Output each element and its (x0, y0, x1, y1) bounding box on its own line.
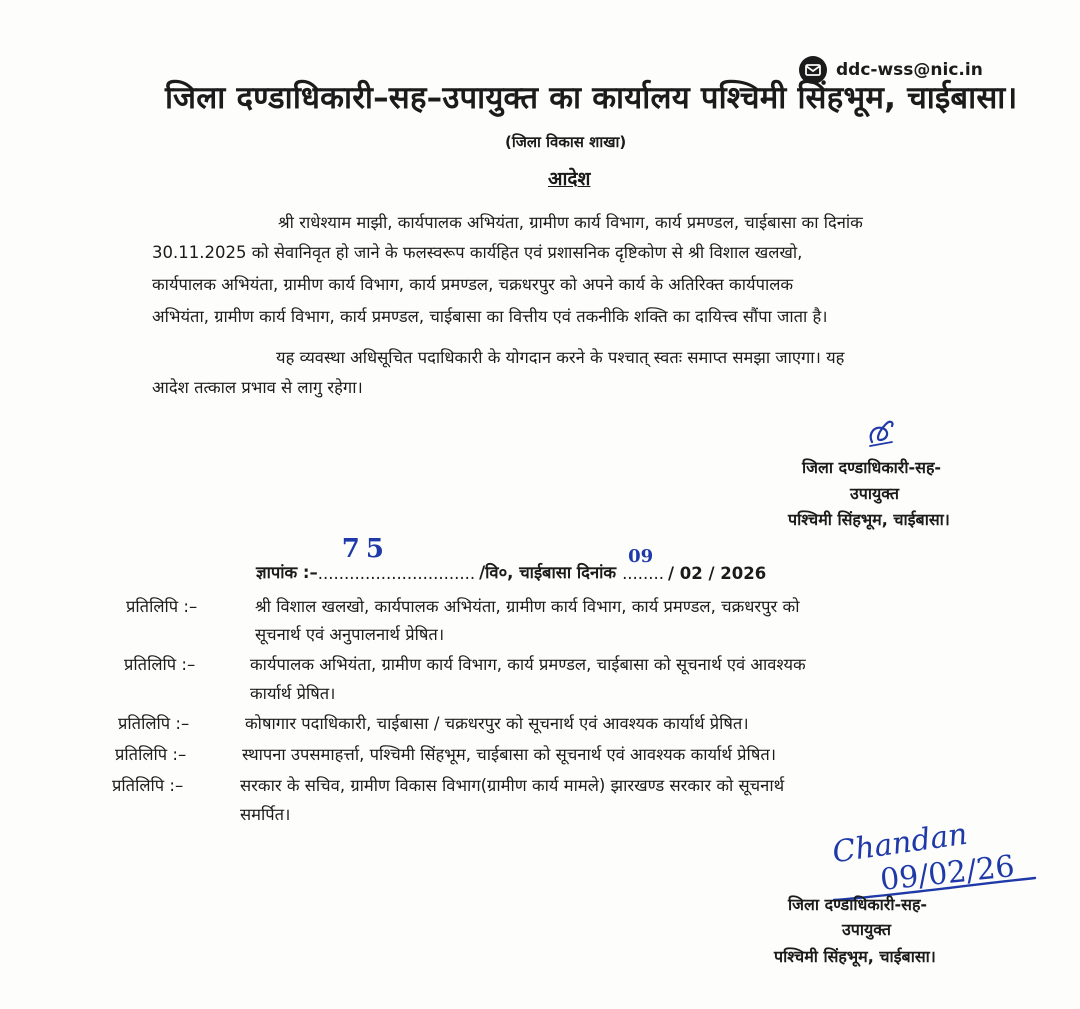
sig1-designation: जिला दण्डाधिकारी-सह- (802, 458, 942, 477)
handwritten-signature-date: 09/02/26 (878, 849, 1017, 898)
sig1-location: पश्चिमी सिंहभूम, चाईबासा। (788, 510, 950, 529)
sig2-designation: जिला दण्डाधिकारी-सह- (788, 895, 928, 914)
memo-dots: .............................. (317, 564, 476, 583)
memo-day-handwritten: 09 (628, 546, 654, 567)
office-branch: (जिला विकास शाखा) (505, 133, 627, 151)
para1-line-1: श्री राधेश्याम माझी, कार्यपालक अभियंता, ग्रामीण कार्य विभाग, कार्य प्रमण्डल, चाईबासा का दिनांक (278, 213, 863, 232)
copy-label-1: प्रतिलिपि :– (126, 597, 198, 616)
copy-label-4: प्रतिलिपि :– (115, 745, 187, 764)
initials-signature-icon (862, 412, 902, 452)
memo-dept: /वि०, चाईबासा दिनांक (479, 563, 617, 582)
copy-label-2: प्रतिलिपि :– (124, 655, 196, 674)
handwritten-signature-name: Chandan (830, 816, 970, 871)
para2-line-1: यह व्यवस्था अधिसूचित पदाधिकारी के योगदान करने के पश्चात् स्वतः समाप्त समझा जाएगा। यह (276, 348, 845, 367)
office-title: जिला दण्डाधिकारी–सह–उपायुक्त का कार्यालय पश्चिमी सिंहभूम, चाईबासा। (165, 80, 1018, 116)
memo-line (256, 534, 767, 583)
copy-5-line-2: समर्पित। (240, 805, 291, 824)
copy-2-line-1: कार्यपालक अभियंता, ग्रामीण कार्य विभाग, कार्य प्रमण्डल, चाईबासा को सूचनार्थ एवं आवश्यक (250, 655, 806, 674)
copy-label-3: प्रतिलिपि :– (118, 714, 190, 733)
copy-4-line-1: स्थापना उपसमाहर्त्ता, पश्चिमी सिंहभूम, चाईबासा को सूचनार्थ एवं आवश्यक कार्यार्थ प्रेषित। (242, 745, 777, 764)
para1-line-4: अभियंता, ग्रामीण कार्य विभाग, कार्य प्रमण्डल, चाईबासा का वित्तीय एवं तकनीकि शक्ति का दायित्त्व सौंपा जाता है। (152, 307, 828, 326)
copy-1-line-2: सूचनार्थ एवं अनुपालनार्थ प्रेषित। (255, 625, 445, 644)
sig2-location: पश्चिमी सिंहभूम, चाईबासा। (774, 947, 936, 966)
sig2-title: उपायुक्त (842, 920, 891, 939)
email-address: ddc-wss@nic.in (836, 60, 983, 80)
order-heading: आदेश (548, 168, 591, 190)
memo-day-field (622, 546, 665, 583)
copy-2-line-2: कार्यार्थ प्रेषित। (250, 684, 336, 703)
para2-line-2: आदेश तत्काल प्रभाव से लागु रहेगा। (152, 378, 363, 397)
memo-rest-date: / 02 / 2026 (668, 564, 767, 583)
sig1-title: उपायुक्त (850, 484, 899, 503)
para1-line-3: कार्यपालक अभियंता, ग्रामीण कार्य विभाग, कार्य प्रमण्डल, चक्रधरपुर को अपने कार्य के अतिरिक्त कार्यपालक (152, 275, 794, 294)
memo-number-field (317, 534, 476, 583)
memo-date-dots: ........ (622, 564, 665, 583)
copy-1-line-1: श्री विशाल खलखो, कार्यपालक अभियंता, ग्रामीण कार्य विभाग, कार्य प्रमण्डल, चक्रधरपुर को (255, 597, 800, 616)
copy-label-5: प्रतिलिपि :– (112, 776, 184, 795)
memo-prefix: ज्ञापांक :– (256, 563, 318, 582)
para1-line-2: 30.11.2025 को सेवानिवृत हो जाने के फलस्वरूप कार्यहित एवं प्रशासनिक दृष्टिकोण से श्री विशाल खलखो, (152, 243, 803, 262)
copy-5-line-1: सरकार के सचिव, ग्रामीण विकास विभाग(ग्रामीण कार्य मामले) झारखण्ड सरकार को सूचनार्थ (240, 776, 785, 795)
memo-number-handwritten: 75 (341, 534, 390, 564)
copy-3-line-1: कोषागार पदाधिकारी, चाईबासा / चक्रधरपुर को सूचनार्थ एवं आवश्यक कार्यार्थ प्रेषित। (245, 714, 749, 733)
